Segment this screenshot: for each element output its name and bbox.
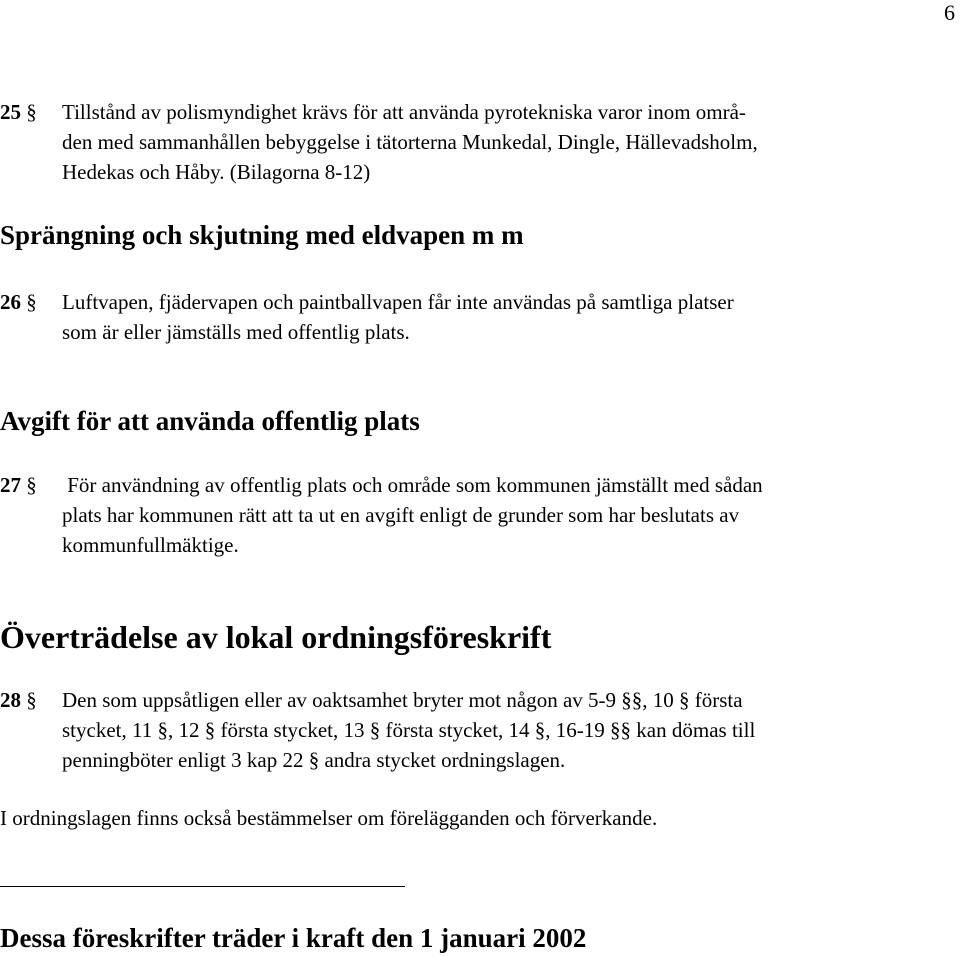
signature-rule — [0, 886, 405, 887]
page-number: 6 — [944, 0, 955, 25]
paragraph-line: plats har kommunen rätt att ta ut en avgift enligt de grunder som har beslutats av — [62, 503, 740, 527]
paragraph-line: penningböter enligt 3 kap 22 § andra stycket ordningslagen. — [62, 748, 566, 772]
paragraph-line: Tillstånd av polismyndighet krävs för att använda pyrotekniska varor inom områ- — [62, 100, 746, 124]
paragraph-27 — [0, 470, 920, 560]
paragraph-28-label — [0, 685, 37, 715]
section-heading-fee: Avgift för att använda offentlig plats — [0, 406, 420, 436]
paragraph-line: stycket, 11 §, 12 § första stycket, 13 § första stycket, 14 §, 16-19 §§ kan dömas till — [62, 718, 756, 742]
paragraph-25-text — [0, 97, 920, 187]
section-heading-violation: Överträdelse av lokal ordningsföreskrift — [0, 619, 552, 655]
paragraph-line: Den som uppsåtligen eller av oaktsamhet bryter mot någon av 5-9 §§, 10 § första — [62, 688, 743, 712]
paragraph-line: kommunfullmäktige. — [62, 533, 239, 557]
paragraph-26-text — [0, 287, 920, 347]
paragraph-number: 26 — [0, 290, 21, 314]
paragraph-28-text — [0, 685, 920, 775]
section-symbol: § — [26, 688, 37, 712]
paragraph-number: 25 — [0, 100, 21, 124]
paragraph-line: den med sammanhållen bebyggelse i tätorterna Munkedal, Dingle, Hällevadsholm, — [62, 130, 758, 154]
section-heading-blasting: Sprängning och skjutning med eldvapen m m — [0, 220, 524, 250]
section-symbol: § — [26, 473, 37, 497]
paragraph-number: 27 — [0, 473, 21, 497]
paragraph-line: som är eller jämställs med offentlig plats. — [62, 320, 410, 344]
paragraph-25 — [0, 97, 920, 187]
paragraph-25-label — [0, 97, 37, 127]
paragraph-28 — [0, 685, 920, 775]
paragraph-27-label — [0, 470, 37, 500]
paragraph-26-label — [0, 287, 37, 317]
section-symbol: § — [26, 100, 37, 124]
paragraph-line: Hedekas och Håby. (Bilagorna 8-12) — [62, 160, 371, 184]
effective-date-statement: Dessa föreskrifter träder i kraft den 1 januari 2002 — [0, 923, 587, 953]
closing-note: I ordningslagen finns också bestämmelser om förelägganden och förverkande. — [0, 806, 658, 830]
paragraph-line: För användning av offentlig plats och område som kommunen jämställt med sådan — [62, 473, 763, 497]
paragraph-27-text — [0, 470, 920, 560]
section-symbol: § — [26, 290, 37, 314]
paragraph-number: 28 — [0, 688, 21, 712]
paragraph-26 — [0, 287, 920, 347]
paragraph-line: Luftvapen, fjädervapen och paintballvapen får inte användas på samtliga platser — [62, 290, 734, 314]
